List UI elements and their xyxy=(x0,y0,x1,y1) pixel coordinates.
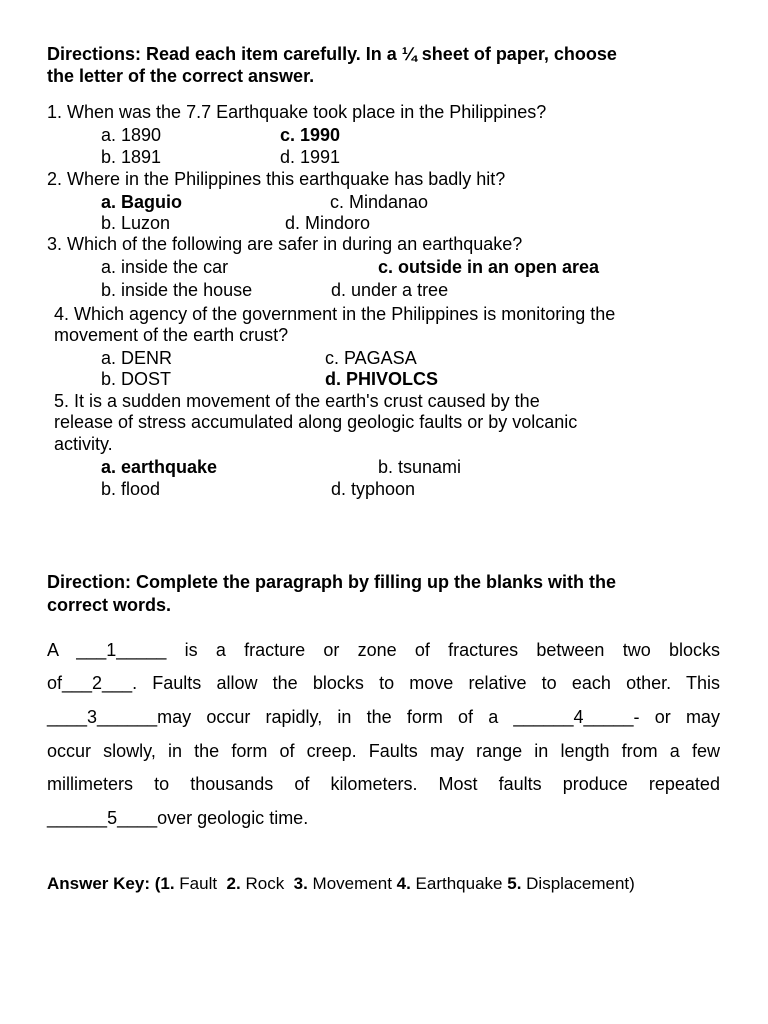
paragraph-line xyxy=(47,640,720,661)
question-5-stem-line-3: activity. xyxy=(54,434,113,454)
paragraph-word: creep. xyxy=(306,741,357,761)
question-3-option-c: c. outside in an open area xyxy=(378,257,600,277)
paragraph-word: a xyxy=(488,707,499,727)
answer-key-number-5: 5. xyxy=(507,874,522,893)
answer-key-label: Answer Key: xyxy=(47,874,150,893)
answer-key-word-5: Displacement) xyxy=(521,874,635,893)
paragraph-word: a xyxy=(669,741,680,761)
directions-heading-line-2: the letter of the correct answer. xyxy=(47,66,315,86)
answer-key-word-4: Earthquake xyxy=(410,874,508,893)
paragraph-line xyxy=(47,707,720,728)
question-2-option-b: b. Luzon xyxy=(101,213,171,233)
paragraph-line xyxy=(47,673,720,694)
fill-in-directions-line-2: correct words. xyxy=(47,595,172,615)
question-5-stem-line-1: 5. It is a sudden movement of the earth's crust caused by the xyxy=(54,391,540,411)
paragraph-word: repeated xyxy=(648,774,720,794)
paragraph-word: of___2___. xyxy=(47,673,138,693)
paragraph-word: kilometers. xyxy=(330,774,418,794)
paragraph-line xyxy=(47,808,720,829)
question-4-option-c: c. PAGASA xyxy=(325,348,417,368)
paragraph-word: to xyxy=(154,774,170,794)
paragraph-word: of xyxy=(279,741,295,761)
paragraph-word: slowly, xyxy=(103,741,156,761)
paragraph-word: or xyxy=(654,707,671,727)
paragraph-word: two xyxy=(622,640,651,660)
answer-key-number-4: 4. xyxy=(396,874,411,893)
paragraph-word: blocks xyxy=(668,640,720,660)
fill-in-directions-line-1: Direction: Complete the paragraph by filling up the blanks with the xyxy=(47,572,617,592)
question-2-option-d: d. Mindoro xyxy=(285,213,371,233)
paragraph-word: move xyxy=(409,673,454,693)
paragraph-word: ____3______may xyxy=(47,707,192,727)
question-4-option-b: b. DOST xyxy=(101,369,172,389)
paragraph-word: to xyxy=(379,673,395,693)
paragraph-word: occur xyxy=(47,741,92,761)
paragraph-word: thousands xyxy=(190,774,274,794)
paragraph-word: in xyxy=(337,707,352,727)
paragraph-word: of xyxy=(414,640,430,660)
question-5-option-c: b. tsunami xyxy=(378,457,462,477)
paragraph-word: or xyxy=(323,640,340,660)
question-4-stem-line-1: 4. Which agency of the government in the Philippines is monitoring the xyxy=(54,304,616,324)
paragraph-word: of xyxy=(294,774,310,794)
question-4-option-d: d. PHIVOLCS xyxy=(325,369,439,389)
paragraph-word: the xyxy=(194,741,220,761)
directions-heading-line-1: Directions: Read each item carefully. In a ¼ sheet of paper, choose xyxy=(47,44,617,64)
paragraph-line xyxy=(47,774,720,795)
paragraph-word: may xyxy=(685,707,720,727)
paragraph-word: faults xyxy=(498,774,542,794)
question-5-stem-line-2: release of stress accumulated along geologic faults or by volcanic xyxy=(54,412,578,432)
paragraph-word: fractures xyxy=(448,640,519,660)
paragraph-word: relative xyxy=(468,673,527,693)
paragraph-word: ______5____over geologic time. xyxy=(47,808,309,828)
question-4-stem-line-2: movement of the earth crust? xyxy=(54,325,289,345)
paragraph-word: ___1_____ xyxy=(76,640,167,660)
paragraph-word: This xyxy=(685,673,720,693)
question-2-option-a: a. Baguio xyxy=(101,192,183,212)
paragraph-word: each xyxy=(571,673,611,693)
paragraph-word: Faults xyxy=(152,673,202,693)
question-3-option-a: a. inside the car xyxy=(101,257,229,277)
question-1-option-a: a. 1890 xyxy=(101,125,162,145)
question-5-option-d: d. typhoon xyxy=(331,479,416,499)
answer-key-word-3: Movement xyxy=(307,874,397,893)
question-1-option-b: b. 1891 xyxy=(101,147,162,167)
answer-key-number-2: 2. xyxy=(226,874,241,893)
answer-key-number-1: 1. xyxy=(160,874,175,893)
paragraph-word: length xyxy=(560,741,610,761)
paragraph-word: Most xyxy=(438,774,478,794)
paragraph-word: in xyxy=(534,741,549,761)
paragraph-word: zone xyxy=(357,640,397,660)
paragraph-word: a xyxy=(215,640,226,660)
paragraph-word: is xyxy=(184,640,198,660)
question-3-option-b: b. inside the house xyxy=(101,280,253,300)
paragraph-word: A xyxy=(47,640,59,660)
paragraph-word: Faults xyxy=(368,741,418,761)
paragraph-word: between xyxy=(536,640,605,660)
paragraph-word: to xyxy=(541,673,557,693)
question-2-stem: 2. Where in the Philippines this earthquake has badly hit? xyxy=(47,169,506,189)
question-1-option-c: c. 1990 xyxy=(280,125,341,145)
paragraph-word: in xyxy=(167,741,182,761)
paragraph-word: few xyxy=(691,741,720,761)
paragraph-word: allow xyxy=(216,673,258,693)
paragraph-line xyxy=(47,741,720,762)
paragraph-word: blocks xyxy=(312,673,364,693)
paragraph-word: range xyxy=(476,741,523,761)
question-1-option-d: d. 1991 xyxy=(280,147,341,167)
paragraph-word: fracture xyxy=(244,640,306,660)
answer-key-number-3: 3. xyxy=(293,874,308,893)
question-4-option-a: a. DENR xyxy=(101,348,173,368)
paragraph-word: occur xyxy=(206,707,251,727)
paragraph-word: the xyxy=(366,707,392,727)
paragraph-word: form xyxy=(406,707,443,727)
paragraph-word: the xyxy=(272,673,298,693)
paragraph-word: produce xyxy=(562,774,628,794)
answer-key-word-2: Rock xyxy=(240,874,294,893)
paragraph-word: millimeters xyxy=(47,774,134,794)
paragraph-word: may xyxy=(429,741,464,761)
question-5-option-a: a. earthquake xyxy=(101,457,218,477)
paragraph-word: ______4_____- xyxy=(513,707,640,727)
answer-key xyxy=(47,873,635,894)
answer-key-word-1: Fault xyxy=(174,874,227,893)
paragraph-word: from xyxy=(621,741,658,761)
question-2-option-c: c. Mindanao xyxy=(330,192,429,212)
paragraph-word: other. xyxy=(626,673,672,693)
question-3-stem: 3. Which of the following are safer in during an earthquake? xyxy=(47,234,523,254)
question-3-option-d: d. under a tree xyxy=(331,280,449,300)
paragraph-word: form xyxy=(231,741,268,761)
answer-key-open-paren: ( xyxy=(154,874,161,893)
question-5-option-b: b. flood xyxy=(101,479,161,499)
paragraph-word: of xyxy=(458,707,474,727)
paragraph-word: rapidly, xyxy=(265,707,323,727)
question-1-stem: 1. When was the 7.7 Earthquake took place in the Philippines? xyxy=(47,102,547,122)
